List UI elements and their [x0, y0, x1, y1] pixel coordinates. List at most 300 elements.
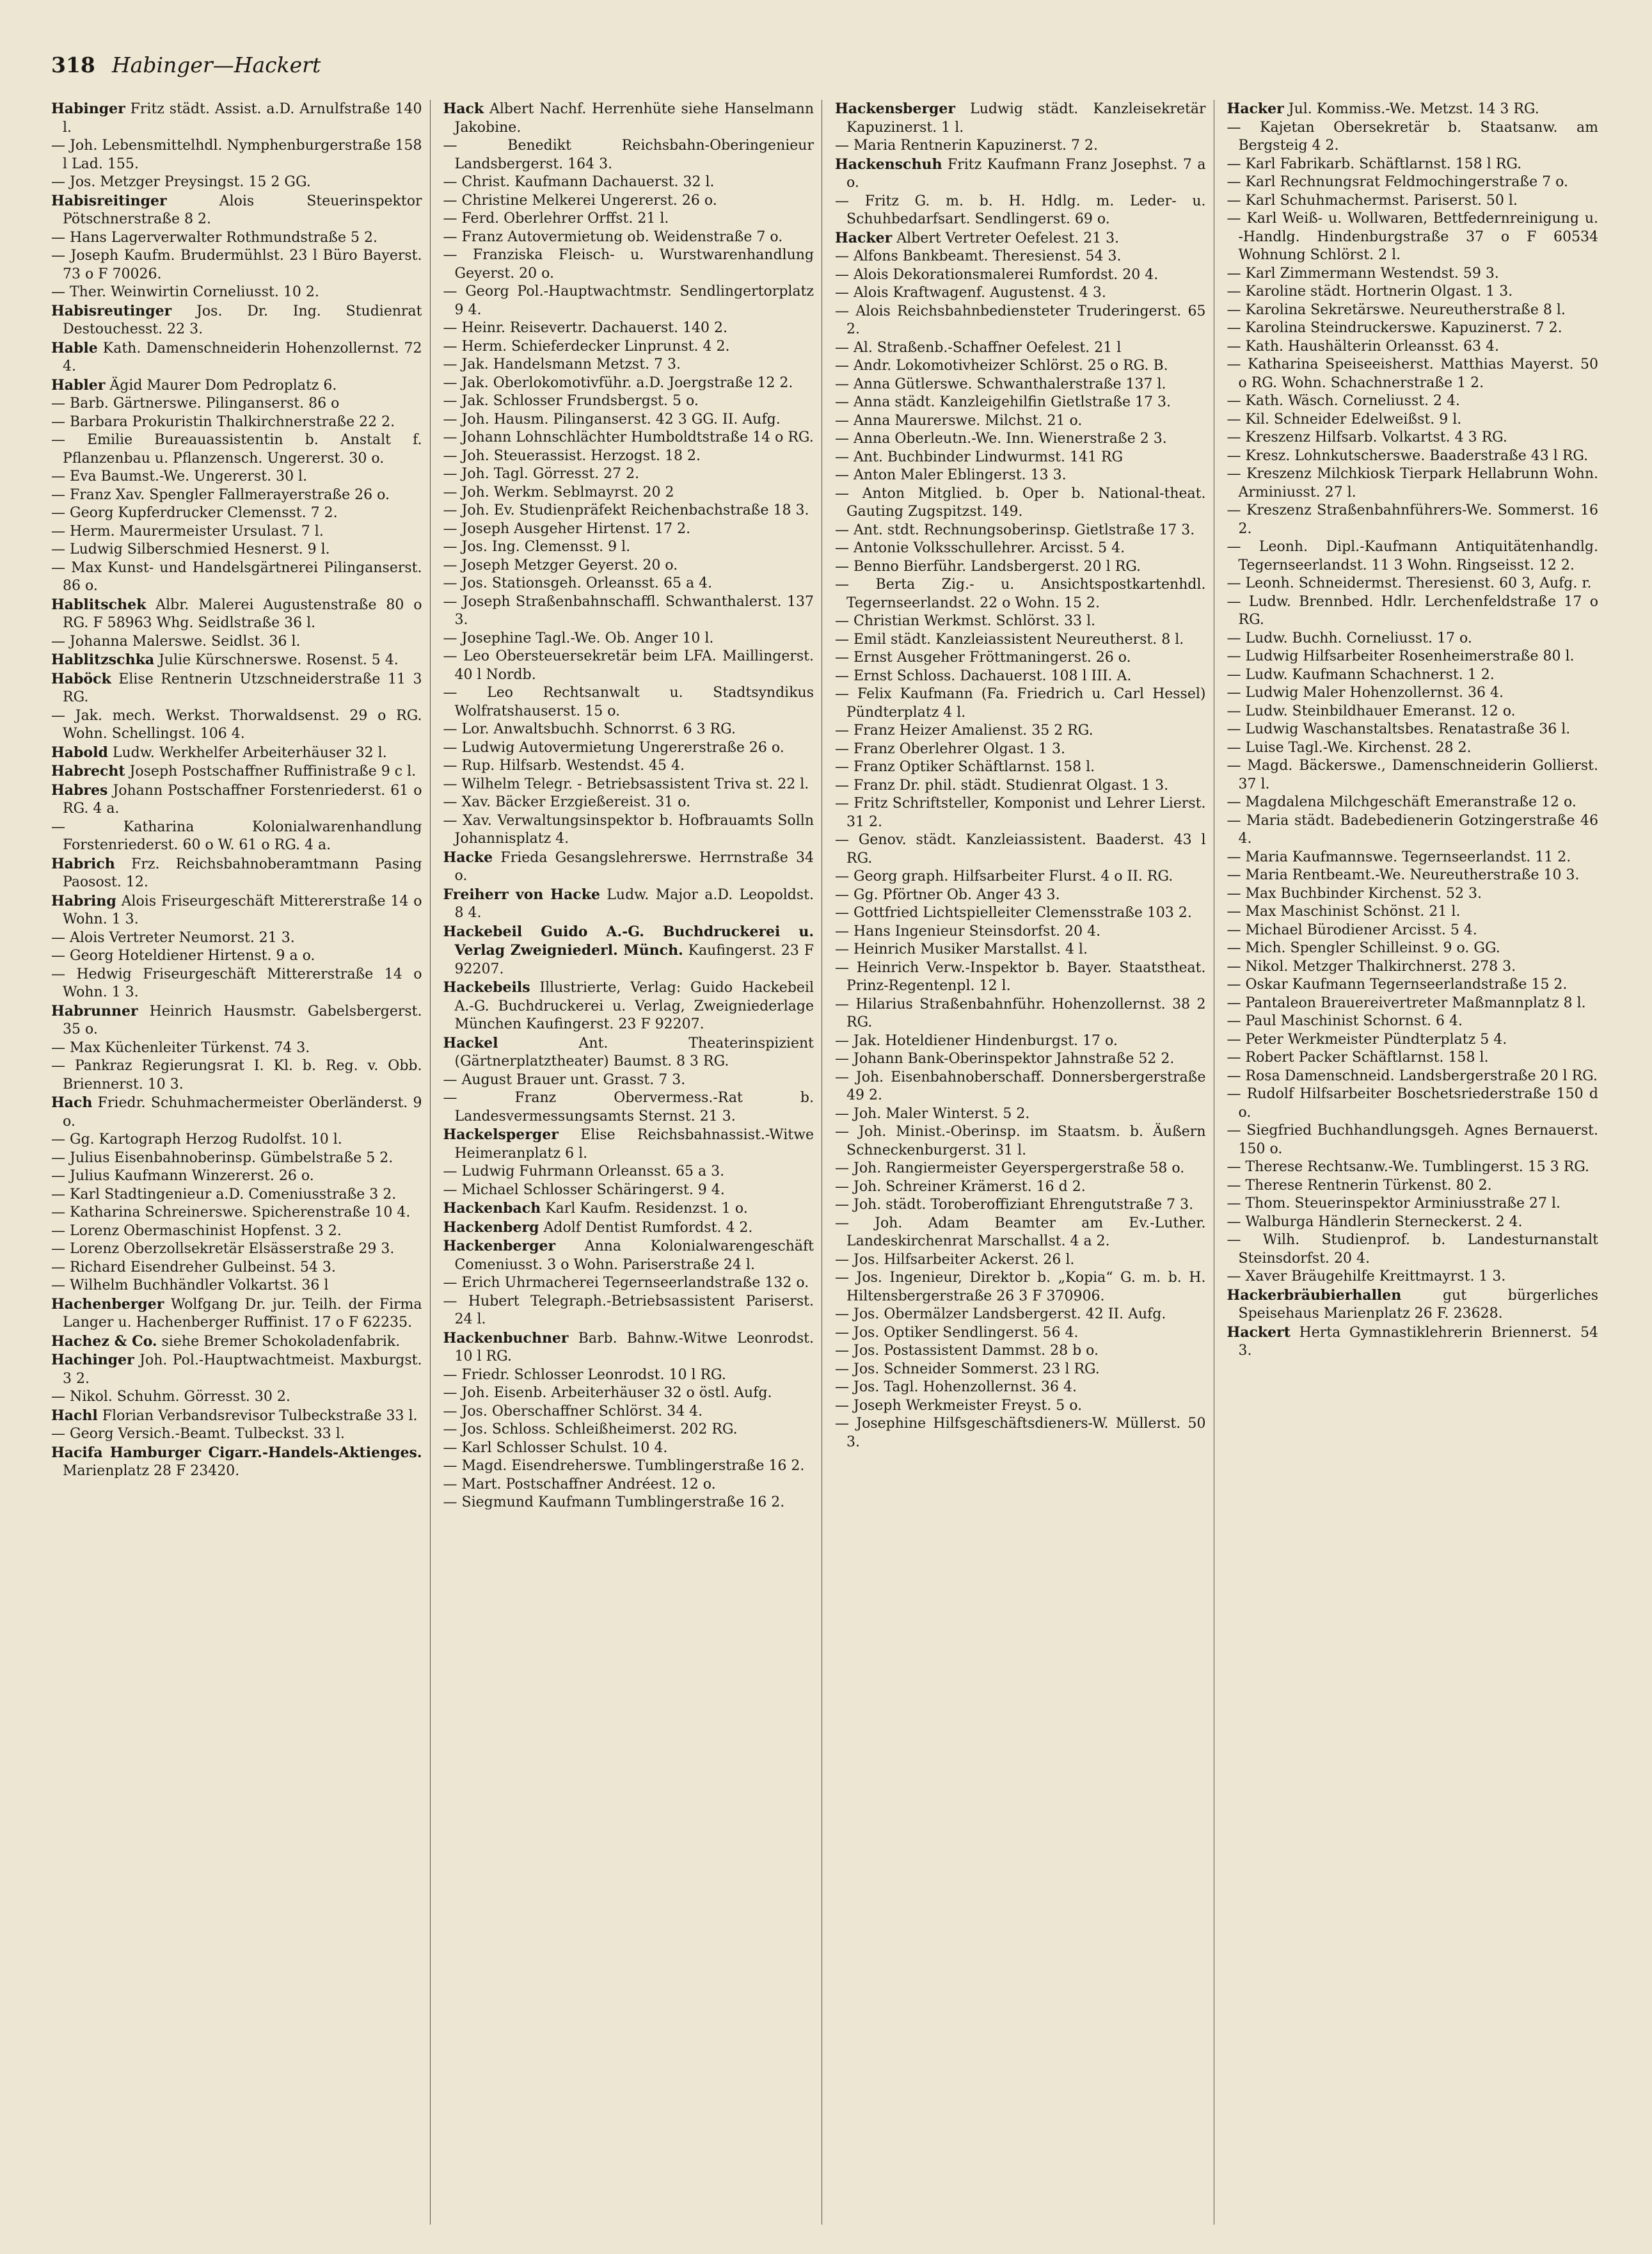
entry-text: — Johann Lohnschlächter Humboldtstraße 14 o RG.: [443, 429, 814, 445]
entry-text: — Paul Maschinist Schornst. 6 4.: [1227, 1013, 1463, 1029]
directory-entry: [443, 447, 814, 466]
entry-text: — Richard Eisendreher Gulbeinst. 54 3.: [51, 1259, 336, 1275]
entry-text: — Therese Rechtsanw.-We. Tumblingerst. 15 3 RG.: [1227, 1159, 1590, 1175]
directory-entry: [1227, 958, 1599, 977]
entry-text: — Ludw. Brennbed. Hdlr. Lerchenfeldstraße 17 o RG.: [1227, 593, 1598, 628]
entry-text: — Leonh. Schneidermst. Theresienst. 60 3, Aufg. r.: [1227, 575, 1592, 591]
directory-entry: [443, 502, 814, 520]
directory-entry: [51, 596, 422, 633]
entry-text: Illustrierte, Verlag: Guido Hackebeil A.-G. Buchdruckerei u. Verlag, Zweigniederlage München Kaufingerst. 23 F 92207.: [454, 980, 814, 1032]
entry-text: — Anna Gütlerswe. Schwanthalerstraße 137 l.: [835, 376, 1166, 392]
entry-text: — Julius Eisenbahnoberinsp. Gümbelstraße 5 2.: [51, 1149, 393, 1166]
entry-text: — Georg graph. Hilfsarbeiter Flurst. 4 o II. RG.: [835, 868, 1173, 884]
directory-entry: [51, 707, 422, 744]
entry-text: — Ludwig Hilfsarbeiter Rosenheimerstraße 80 l.: [1227, 648, 1575, 664]
directory-entry: [51, 966, 422, 1002]
directory-entry: [443, 849, 814, 886]
entry-text: — Ant. stdt. Rechnungsoberinsp. Gietlstraße 17 3.: [835, 522, 1195, 538]
directory-entry: [51, 1332, 422, 1352]
directory-entry: [443, 776, 814, 794]
entry-text: — Eva Baumst.-We. Ungererst. 30 l.: [51, 468, 308, 484]
entry-text: — Joh. Ev. Studienpräfekt Reichenbachstraße 18 3.: [443, 502, 809, 518]
directory-entry: [443, 1237, 814, 1274]
entry-text: — Mich. Spengler Schilleinst. 9 o. GG.: [1227, 940, 1500, 956]
entry-surname: Hachez & Co.: [51, 1332, 157, 1350]
entry-text: — Siegmund Kaufmann Tumblingerstraße 16 2.: [443, 1494, 785, 1510]
directory-entry: [443, 356, 814, 374]
entry-text: — Jak. Hoteldiener Hindenburgst. 17 o.: [835, 1032, 1118, 1049]
entry-text: Albert Nachf. Herrenhüte siehe Hanselmann Jakobine.: [454, 101, 814, 136]
entry-text: — Nikol. Schuhm. Görresst. 30 2.: [51, 1389, 290, 1405]
entry-text: Albr. Malerei Augustenstraße 80 o RG. F 58963 Whg. Seidlstraße 36 l.: [63, 596, 422, 631]
directory-entry: [443, 684, 814, 721]
directory-entry: [835, 904, 1206, 923]
entry-text: — Franz Heizer Amalienst. 35 2 RG.: [835, 723, 1093, 739]
entry-text: — Karl Stadtingenieur a.D. Comeniusstraße 3 2.: [51, 1186, 397, 1203]
directory-entry: [835, 612, 1206, 631]
directory-entry: [1227, 1067, 1599, 1086]
entry-text: — Jos. Schloss. Schleißheimerst. 202 RG.: [443, 1421, 738, 1437]
entry-surname: Hackenberg: [443, 1219, 539, 1236]
entry-text: Frz. Reichsbahnoberamtmann Pasing Paosost. 12.: [63, 856, 422, 890]
entry-text: — Julius Kaufmann Winzererst. 26 o.: [51, 1168, 314, 1184]
entry-text: Ludw. Major a.D. Leopoldst. 8 4.: [454, 886, 814, 921]
entry-text: — Leo Obersteuersekretär beim LFA. Maillingerst. 40 l Nordb.: [443, 648, 814, 683]
directory-entry: [1227, 156, 1599, 174]
directory-entry: [51, 1388, 422, 1407]
directory-entry: [51, 1094, 422, 1131]
directory-entry: [1227, 976, 1599, 995]
directory-entry: [1227, 283, 1599, 301]
directory-entry: [51, 1259, 422, 1277]
directory-entry: [443, 1329, 814, 1366]
entry-text: — Hubert Telegraph.-Betriebsassistent Pariserst. 24 l.: [443, 1293, 814, 1327]
entry-text: — Christ. Kaufmann Dachauerst. 32 l.: [443, 174, 715, 190]
directory-entry: [51, 1351, 422, 1388]
entry-text: — Jak. Schlosser Frundsbergst. 5 o.: [443, 393, 699, 409]
directory-entry: [835, 923, 1206, 941]
directory-entry: [1227, 1213, 1599, 1232]
entry-text: — Thom. Steuerinspektor Arminiusstraße 27 l.: [1227, 1195, 1561, 1211]
directory-entry: [1227, 429, 1599, 447]
entry-text: — Jos. Ing. Clemensst. 9 l.: [443, 539, 631, 555]
directory-entry: [443, 520, 814, 539]
directory-entry: [835, 631, 1206, 650]
directory-entry: [1227, 593, 1599, 630]
directory-entry: [51, 947, 422, 966]
entry-surname: Habler: [51, 376, 106, 394]
directory-entry: [51, 781, 422, 819]
directory-entry: [1227, 812, 1599, 849]
directory-entry: [835, 376, 1206, 394]
entry-text: — Wilhelm Telegr. - Betriebsassistent Triva st. 22 l.: [443, 776, 809, 792]
directory-entry: [835, 1342, 1206, 1361]
entry-text: — Nikol. Metzger Thalkirchnerst. 278 3.: [1227, 958, 1516, 975]
entry-text: — Karolina Sekretärswe. Neureutherstraße 8 l.: [1227, 301, 1566, 318]
entry-text: — Joh. Rangiermeister Geyerspergerstraße 58 o.: [835, 1160, 1185, 1176]
entry-text: Fritz Kaufmann Franz Josephst. 7 a o.: [846, 156, 1206, 191]
entry-text: Ludwig städt. Kanzleisekretär Kapuzinerst. 1 l.: [846, 101, 1206, 136]
entry-text: Frieda Gesangslehrerswe. Herrnstraße 34 o.: [454, 849, 814, 884]
directory-entry: [1227, 465, 1599, 502]
entry-text: — Wilh. Studienprof. b. Landesturnanstalt Steinsdorfst. 20 4.: [1227, 1232, 1598, 1267]
entry-text: — Kreszenz Straßenbahnführers-We. Sommerst. 16 2.: [1227, 502, 1598, 537]
entry-text: Elise Rentnerin Utzschneiderstraße 11 3 RG.: [63, 671, 422, 705]
directory-entry: [51, 1295, 422, 1332]
entry-text: — Benno Bierführ. Landsbergerst. 20 l RG.: [835, 558, 1141, 575]
directory-entry: [1227, 575, 1599, 593]
directory-entry: [835, 1105, 1206, 1124]
entry-text: — Ernst Schloss. Dachauerst. 108 l III. A.: [835, 667, 1132, 684]
directory-entry: [1227, 1195, 1599, 1213]
directory-entry: [443, 338, 814, 356]
directory-entry: [835, 576, 1206, 612]
directory-column-1: [51, 100, 431, 2225]
directory-entry: [1227, 192, 1599, 211]
directory-entry: [835, 1050, 1206, 1069]
directory-entry: [443, 1421, 814, 1439]
entry-text: — Franz Oberlehrer Olgast. 1 3.: [835, 740, 1065, 757]
entry-text: — Maria Rentbeamt.-We. Neureutherstraße 10 3.: [1227, 867, 1580, 883]
entry-surname: Hackebeil Guido A.-G. Buchdruckerei u. Verlag Zweigniederl. Münch.: [443, 923, 814, 959]
directory-entry: [443, 1366, 814, 1385]
entry-surname: Hackebeils: [443, 979, 530, 996]
entry-text: Florian Verbandsrevisor Tulbeckstraße 33 l.: [97, 1407, 418, 1424]
entry-text: — Ernst Ausgeher Fröttmaningerst. 26 o.: [835, 650, 1131, 666]
entry-text: — Hans Lagerverwalter Rothmundstraße 5 2.: [51, 229, 377, 246]
directory-entry: [835, 1160, 1206, 1178]
entry-text: — August Brauer unt. Grasst. 7 3.: [443, 1071, 686, 1088]
directory-entry: [443, 1384, 814, 1403]
entry-text: Wolfgang Dr. jur. Teilh. der Firma Langer u. Hachenberger Ruffinist. 17 o F 62235.: [63, 1296, 422, 1331]
directory-entry: [835, 1178, 1206, 1197]
entry-text: — Franz Optiker Schäftlarnst. 158 l.: [835, 759, 1095, 775]
directory-entry: [51, 651, 422, 670]
directory-entry: [443, 1293, 814, 1329]
directory-entry: [1227, 319, 1599, 338]
entry-text: — Pantaleon Brauereivertreter Maßmannplatz 8 l.: [1227, 995, 1586, 1011]
entry-surname: Haböck: [51, 670, 111, 687]
directory-entry: [51, 486, 422, 505]
entry-text: — Anna Maurerswe. Milchst. 21 o.: [835, 412, 1083, 429]
entry-text: — Ludwig Silberschmied Hesnerst. 9 l.: [51, 541, 330, 557]
directory-entry: [1227, 392, 1599, 411]
directory-entry: [51, 1167, 422, 1186]
entry-text: — Jos. Stationsgeh. Orleansst. 65 a 4.: [443, 575, 713, 591]
entry-text: — Jos. Oberschaffner Schlörst. 34 4.: [443, 1403, 703, 1419]
entry-text: — Ant. Buchbinder Lindwurmst. 141 RG: [835, 449, 1124, 465]
entry-text: — Barbara Prokuristin Thalkirchnerstraße 22 2.: [51, 413, 395, 430]
directory-entry: [835, 339, 1206, 358]
entry-surname: Habrunner: [51, 1002, 138, 1019]
entry-text: — Leonh. Dipl.-Kaufmann Antiquitätenhandlg. Tegernseerlandst. 11 3 Wohn. Ringseisst. 12 2.: [1227, 539, 1598, 573]
entry-text: — Joh. städt. Toroberoffiziant Ehrengutstraße 7 3.: [835, 1197, 1194, 1213]
entry-text: — Franziska Fleisch- u. Wurstwarenhandlung Geyerst. 20 o.: [443, 247, 814, 282]
directory-entry: [835, 886, 1206, 905]
directory-entry: [443, 1199, 814, 1219]
directory-entry: [443, 575, 814, 593]
entry-text: — Heinrich Verw.-Inspektor b. Bayer. Staatstheat. Prinz-Regentenpl. 12 l.: [835, 959, 1206, 994]
entry-text: — Kreszenz Milchkiosk Tierpark Hellabrunn Wohn. Arminiusst. 27 l.: [1227, 466, 1598, 500]
entry-text: — Xaver Bräugehilfe Kreittmayrst. 1 3.: [1227, 1268, 1506, 1284]
entry-text: — Joseph Ausgeher Hirtenst. 17 2.: [443, 520, 691, 537]
directory-entry: [835, 722, 1206, 740]
entry-text: — Ludwig Maler Hohenzollernst. 36 4.: [1227, 685, 1504, 701]
directory-entry: [835, 831, 1206, 868]
directory-entry: [1227, 885, 1599, 904]
directory-entry: [443, 1403, 814, 1421]
directory-entry: [443, 1476, 814, 1494]
directory-entry: [835, 1361, 1206, 1379]
entry-surname: Hachinger: [51, 1352, 134, 1368]
entry-text: — Jos. Obermälzer Landsbergerst. 42 II. Aufg.: [835, 1306, 1166, 1322]
page-header: [51, 52, 1600, 86]
directory-entry: [51, 395, 422, 413]
entry-text: — Gg. Kartograph Herzog Rudolfst. 10 l.: [51, 1131, 342, 1147]
entry-text: — Hedwig Friseurgeschäft Mittererstraße 14 o Wohn. 1 3.: [51, 966, 422, 1000]
entry-text: — Gottfried Lichtspielleiter Clemensstraße 103 2.: [835, 905, 1192, 921]
directory-entry: [443, 1071, 814, 1090]
entry-text: Kath. Damenschneiderin Hohenzollernst. 72 4.: [63, 340, 422, 374]
directory-entry: [835, 685, 1206, 722]
directory-entry: [835, 868, 1206, 886]
directory-entry: [51, 504, 422, 523]
entry-text: — Franz Obervermess.-Rat b. Landesvermessungsamts Sternst. 21 3.: [443, 1090, 814, 1124]
entry-text: — Georg Kupferdrucker Clemensst. 7 2.: [51, 505, 338, 521]
entry-text: — Jak. Handelsmann Metzst. 7 3.: [443, 356, 681, 372]
entry-text: — Lorenz Oberzollsekretär Elsässerstraße 29 3.: [51, 1241, 395, 1257]
entry-text: Julie Kürschnerswe. Rosenst. 5 4.: [154, 652, 399, 668]
directory-entry: [443, 886, 814, 923]
entry-text: Friedr. Schuhmachermeister Oberländerst. 9 o.: [63, 1095, 422, 1130]
directory-entry: [1227, 794, 1599, 812]
directory-entry: [51, 523, 422, 541]
directory-entry: [1227, 1323, 1599, 1361]
directory-entry: [51, 1204, 422, 1222]
directory-entry: [51, 468, 422, 486]
directory-entry: [443, 228, 814, 247]
entry-text: — Joseph Kaufm. Brudermühlst. 23 l Büro Bayerst. 73 o F 70026.: [51, 248, 422, 282]
directory-entry: [1227, 1231, 1599, 1268]
directory-entry: [835, 485, 1206, 522]
entry-text: Herta Gymnastiklehrerin Briennerst. 54 3.: [1238, 1324, 1598, 1359]
entry-surname: Habisreitinger: [51, 192, 167, 209]
entry-text: — Lorenz Obermaschinist Hopfenst. 3 2.: [51, 1222, 342, 1239]
entry-text: — Kil. Schneider Edelweißst. 9 l.: [1227, 411, 1462, 428]
directory-entry: [51, 376, 422, 396]
entry-text: — Katharina Speiseeisherst. Matthias Mayerst. 50 o RG. Wohn. Schachnerstraße 1 2.: [1227, 356, 1598, 391]
entry-text: Ägid Maurer Dom Pedroplatz 6.: [105, 377, 337, 394]
page-number: 318: [51, 52, 95, 77]
directory-entry: [51, 1149, 422, 1168]
entry-text: — Oskar Kaufmann Tegernseerlandstraße 15 2.: [1227, 977, 1568, 993]
entry-text: — Franz Dr. phil. städt. Studienrat Olgast. 1 3.: [835, 777, 1169, 794]
entry-text: — Rup. Hilfsarb. Westendst. 45 4.: [443, 758, 685, 774]
directory-entry: [443, 923, 814, 979]
directory-entry: [835, 1306, 1206, 1324]
entry-text: — Al. Straßenb.-Schaffner Oefelest. 21 l: [835, 339, 1122, 356]
entry-text: — Alois Kraftwagenf. Augustenst. 4 3.: [835, 285, 1106, 301]
entry-surname: Habisreutinger: [51, 302, 172, 319]
entry-text: — Georg Pol.-Hauptwachtmstr. Sendlingertorplatz 9 4.: [443, 284, 814, 318]
entry-text: — Rosa Damenschneid. Landsbergerstraße 20 l RG.: [1227, 1067, 1598, 1084]
directory-entry: [835, 137, 1206, 156]
entry-surname: Hacker: [1227, 100, 1284, 117]
directory-entry: [1227, 684, 1599, 703]
page-range-header: Habinger—Hackert: [111, 52, 321, 77]
directory-entry: [1227, 1268, 1599, 1286]
entry-text: — Fritz Schriftsteller, Komponist und Lehrer Lierst. 31 2.: [835, 795, 1206, 830]
directory-entry: [51, 431, 422, 468]
entry-text: — Christian Werkmst. Schlörst. 33 l.: [835, 613, 1096, 629]
directory-entry: [51, 229, 422, 248]
entry-text: — Anna Oberleutn.-We. Inn. Wienerstraße 2 3.: [835, 431, 1167, 447]
directory-entry: [1227, 739, 1599, 758]
entry-text: — Ludwig Autovermietung Ungererstraße 26 o.: [443, 739, 784, 756]
entry-text: — Emil städt. Kanzleiassistent Neureutherst. 8 l.: [835, 631, 1184, 648]
entry-text: — Jos. Metzger Preysingst. 15 2 GG.: [51, 174, 311, 190]
entry-surname: Hackerbräubierhallen: [1227, 1286, 1402, 1304]
entry-text: — Siegfried Buchhandlungsgeh. Agnes Bernauerst. 150 o.: [1227, 1123, 1598, 1157]
entry-text: — Joh. Hausm. Pilinganserst. 42 3 GG. II. Aufg.: [443, 411, 781, 428]
directory-entry: [1227, 1031, 1599, 1050]
directory-entry: [835, 1415, 1206, 1451]
entry-text: — Joh. Eisenb. Arbeiterhäuser 32 o östl. Aufg.: [443, 1385, 772, 1401]
directory-entry: [443, 100, 814, 137]
entry-text: Joh. Pol.-Hauptwachtmeist. Maxburgst. 3 2.: [63, 1352, 422, 1387]
directory-entry: [51, 855, 422, 892]
directory-entry: [1227, 301, 1599, 320]
directory-entry: [835, 740, 1206, 759]
directory-entry: [835, 430, 1206, 449]
directory-entry: [835, 558, 1206, 577]
entry-text: — Josephine Hilfsgeschäftsdieners-W. Müllerst. 50 3.: [835, 1416, 1206, 1450]
entry-text: — Johann Bank-Oberinspektor Jahnstraße 52 2.: [835, 1051, 1175, 1067]
directory-entry: [51, 1425, 422, 1444]
directory-entry: [51, 192, 422, 229]
entry-text: — Joseph Straßenbahnschaffl. Schwanthalerst. 137 3.: [443, 593, 814, 628]
directory-entry: [835, 467, 1206, 485]
entry-text: — Joh. Werkm. Seblmayrst. 20 2: [443, 484, 674, 500]
entry-text: — Walburga Händlerin Sterneckerst. 2 4.: [1227, 1213, 1523, 1230]
directory-entry: [835, 941, 1206, 959]
entry-text: — Erich Uhrmacherei Tegernseerlandstraße 132 o.: [443, 1275, 809, 1291]
entry-text: — Joh. Tagl. Görresst. 27 2.: [443, 466, 640, 482]
entry-text: — Leo Rechtsanwalt u. Stadtsyndikus Wolfratshauserst. 15 o.: [443, 685, 814, 719]
entry-text: — Maria Rentnerin Kapuzinerst. 7 2.: [835, 138, 1099, 154]
entry-text: — Josephine Tagl.-We. Ob. Anger 10 l.: [443, 630, 714, 646]
directory-entry: [835, 394, 1206, 412]
entry-text: — Joseph Werkmeister Freyst. 5 o.: [835, 1397, 1083, 1414]
directory-entry: [51, 1186, 422, 1204]
entry-text: — Magdalena Milchgeschäft Emeranstraße 12 o.: [1227, 794, 1577, 810]
directory-entry: [835, 193, 1206, 229]
entry-text: — Jos. Ingenieur, Direktor b. „Kopia“ G. m. b. H. Hiltensbergerstraße 26 3 F 370906.: [835, 1270, 1206, 1304]
entry-text: — Jak. Oberlokomotivführ. a.D. Joergstraße 12 2.: [443, 374, 793, 391]
entry-text: — Joh. Lebensmittelhdl. Nymphenburgerstraße 158 l Lad. 155.: [51, 138, 422, 172]
directory-entry: [1227, 173, 1599, 192]
directory-entry: [835, 100, 1206, 137]
directory-entry: [443, 1274, 814, 1293]
directory-entry: [1227, 265, 1599, 284]
directory-entry: [835, 248, 1206, 266]
entry-text: — Joseph Metzger Geyerst. 20 o.: [443, 557, 678, 573]
directory-entry: [835, 1397, 1206, 1416]
entry-text: — Anton Mitglied. b. Oper b. National-theat. Gauting Zugspitzst. 149.: [835, 485, 1206, 520]
directory-column-3: [835, 100, 1214, 2225]
entry-text: — Fritz G. m. b. H. Hdlg. m. Leder- u. Schuhbedarfsart. Sendlingerst. 69 o.: [835, 193, 1206, 227]
entry-text: — Karl Rechnungsrat Feldmochingerstraße 7 o.: [1227, 174, 1568, 190]
directory-entry: [51, 1240, 422, 1259]
directory-entry: [835, 777, 1206, 795]
entry-text: — Franz Xav. Spengler Fallmerayerstraße 26 o.: [51, 486, 390, 503]
directory-entry: [835, 229, 1206, 248]
entry-text: — Xav. Verwaltungsinspektor b. Hofbrauamts Solln Johannisplatz 4.: [443, 812, 814, 847]
directory-entry: [1227, 939, 1599, 958]
entry-text: Johann Postschaffner Forstenriederst. 61 o RG. 4 a.: [63, 782, 422, 817]
entry-text: — Karoline städt. Hortnerin Olgast. 1 3.: [1227, 284, 1513, 300]
entry-text: — Joh. Schreiner Krämerst. 16 d 2.: [835, 1178, 1086, 1195]
directory-entry: [1227, 757, 1599, 794]
directory-entry: [1227, 666, 1599, 685]
directory-entry: [1227, 630, 1599, 648]
directory-entry: [1227, 210, 1599, 265]
entry-text: Adolf Dentist Rumfordst. 4 2.: [539, 1219, 753, 1236]
entry-surname: Hach: [51, 1094, 93, 1111]
entry-surname: Hablitzschka: [51, 651, 155, 668]
directory-entry: [835, 1215, 1206, 1251]
entry-text: — Kath. Wäsch. Corneliusst. 2 4.: [1227, 393, 1461, 409]
entry-text: gut bürgerliches Speisehaus Marienplatz 26 F. 23628.: [1238, 1287, 1598, 1322]
entry-text: Elise Reichsbahnassist.-Witwe Heimeranplatz 6 l.: [454, 1127, 814, 1162]
entry-text: — Jak. mech. Werkst. Thorwaldsenst. 29 o RG. Wohn. Schellingst. 106 4.: [51, 707, 422, 742]
entry-surname: Hable: [51, 339, 98, 356]
entry-text: — Genov. städt. Kanzleiassistent. Baaderst. 43 l RG.: [835, 832, 1206, 867]
directory-entry: [51, 1444, 422, 1481]
entry-text: — Alois Dekorationsmalerei Rumfordst. 20 4.: [835, 266, 1159, 283]
entry-surname: Habrich: [51, 855, 115, 872]
entry-surname: Hackert: [1227, 1323, 1291, 1341]
entry-text: — Hans Ingenieur Steinsdorfst. 20 4.: [835, 923, 1101, 939]
directory-entry: [1227, 1122, 1599, 1158]
entry-text: — Joh. Minist.-Oberinsp. im Staatsm. b. Äußern Schneckenburgerst. 31 l.: [835, 1124, 1206, 1158]
directory-entry: [1227, 903, 1599, 922]
entry-text: — Ludw. Buchh. Corneliusst. 17 o.: [1227, 630, 1472, 646]
entry-text: — Max Maschinist Schönst. 21 l.: [1227, 904, 1461, 920]
entry-text: — Jos. Hilfsarbeiter Ackerst. 26 l.: [835, 1251, 1075, 1268]
entry-text: — Alfons Bankbeamt. Theresienst. 54 3.: [835, 248, 1122, 264]
entry-text: — Katharina Kolonialwarenhandlung Forstenriederst. 60 o W. 61 o RG. 4 a.: [51, 819, 422, 853]
entry-text: — Alois Vertreter Neumorst. 21 3.: [51, 929, 295, 946]
directory-entry: [51, 633, 422, 651]
entry-surname: Habres: [51, 781, 108, 799]
entry-text: — Michael Bürodiener Arcisst. 5 4.: [1227, 922, 1477, 938]
directory-entry: [835, 996, 1206, 1032]
directory-entry: [443, 812, 814, 849]
entry-text: Albert Vertreter Oefelest. 21 3.: [892, 230, 1120, 246]
directory-entry: [51, 284, 422, 302]
entry-text: Joseph Postschaffner Ruffinistraße 9 c l.: [125, 763, 417, 779]
directory-entry: [1227, 995, 1599, 1013]
directory-entry: [51, 1057, 422, 1094]
entry-text: — Heinrich Musiker Marstallst. 4 l.: [835, 941, 1088, 957]
entry-text: — Emilie Bureauassistentin b. Anstalt f. Pflanzenbau u. Pflanzensch. Ungererst. 30 o.: [51, 432, 422, 467]
directory-entry: [443, 557, 814, 575]
directory-entry: [51, 541, 422, 559]
entry-text: — Kreszenz Hilfsarb. Volkartst. 4 3 RG.: [1227, 429, 1507, 445]
directory-entry: [835, 412, 1206, 431]
entry-text: — Georg Versich.-Beamt. Tulbeckst. 33 l.: [51, 1426, 345, 1442]
